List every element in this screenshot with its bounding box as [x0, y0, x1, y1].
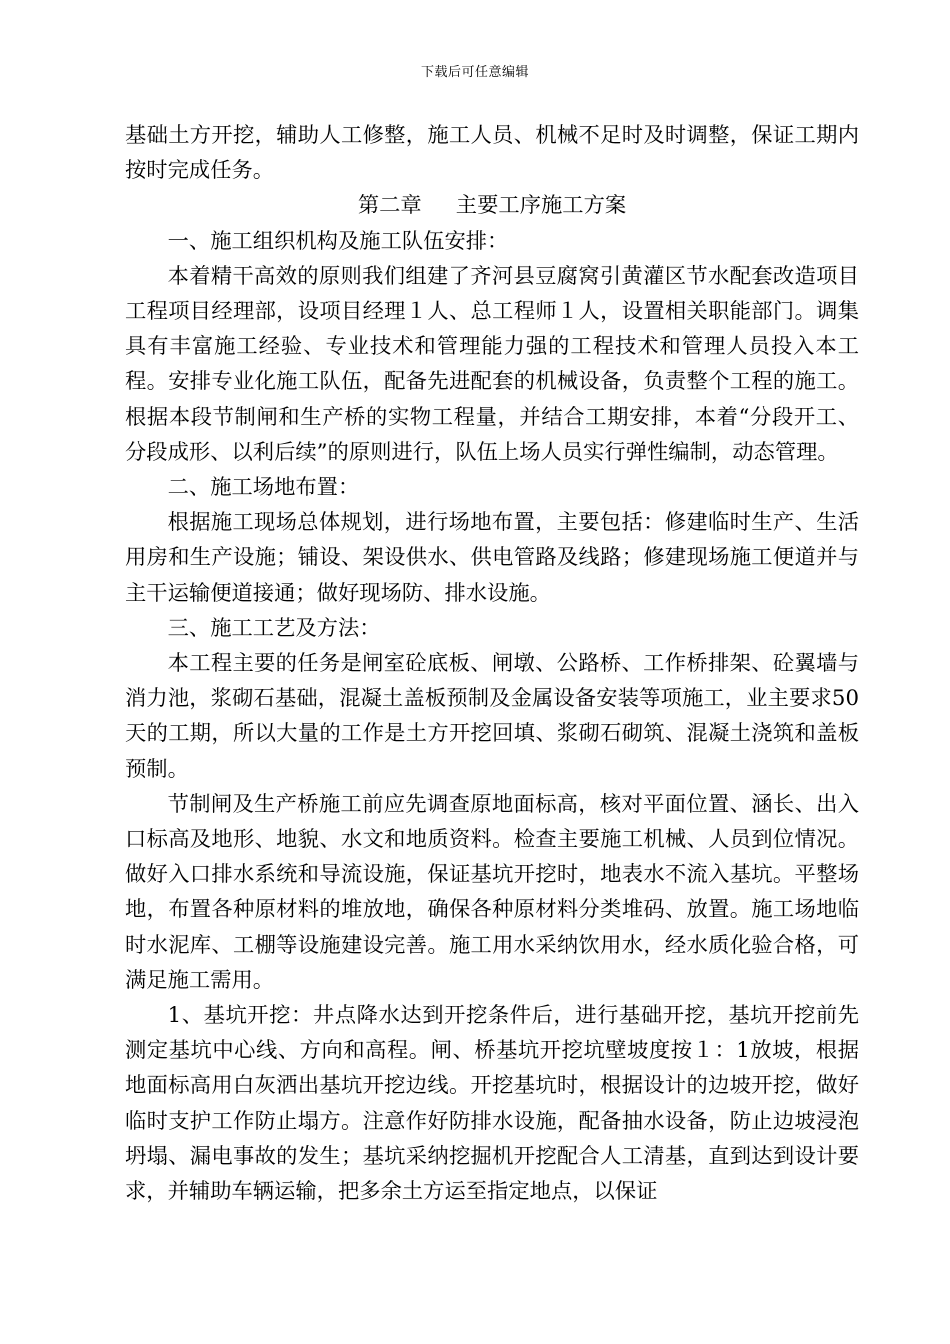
chapter-title [125, 188, 859, 223]
section-3-body-1: 本工程主要的任务是闸室砼底板、闸墩、公路桥、工作桥排架、砼翼墙与消力池，浆砌石基础，混凝土盖板预制及金属设备安装等项施工，业主要求50天的工期，所以大量的工作是土方开挖回填、浆砌石砌筑、混凝土浇筑和盖板预制。 [125, 651, 859, 782]
document-body [125, 118, 859, 1209]
section-heading-2: 二、施工场地布置： [167, 475, 360, 501]
page-header: 下载后可任意编辑 [420, 65, 529, 80]
paragraph-continuation: 基础土方开挖，辅助人工修整，施工人员、机械不足时及时调整，保证工期内按时完成任务。 [125, 123, 859, 184]
chapter-number: 第二章 [357, 193, 422, 219]
section-2-body: 根据施工现场总体规划，进行场地布置，主要包括：修建临时生产、生活用房和生产设施；铺设、架设供水、供电管路及线路；修建现场施工便道并与主干运输便道接通；做好现场防、排水设施。 [125, 510, 859, 606]
section-heading-1: 一、施工组织机构及施工队伍安排： [167, 228, 509, 254]
chapter-name: 主要工序施工方案 [455, 193, 627, 219]
section-3-item-1: 1、基坑开挖：井点降水达到开挖条件后，进行基础开挖，基坑开挖前先测定基坑中心线、方向和高程。闸、桥基坑开挖坑壁坡度按１：1放坡，根据地面标高用白灰洒出基坑开挖边线。开挖基坑时，根据设计的边坡开挖，做好临时支护工作防止塌方。注意作好防排水设施，配备抽水设备，防止边坡浸泡坍塌、漏电事故的发生；基坑采纳挖掘机开挖配合人工清基，直到达到设计要求，并辅助车辆运输，把多余土方运至指定地点，以保证 [125, 1003, 859, 1205]
section-3-body-2: 节制闸及生产桥施工前应先调查原地面标高，核对平面位置、涵长、出入口标高及地形、地貌、水文和地质资料。检查主要施工机械、人员到位情况。做好入口排水系统和导流设施，保证基坑开挖时，地表水不流入基坑。平整场地，布置各种原材料的堆放地，确保各种原材料分类堆码、放置。施工场地临时水泥库、工棚等设施建设完善。施工用水采纳饮用水，经水质化验合格，可满足施工需用。 [125, 791, 859, 993]
section-heading-3: 三、施工工艺及方法： [167, 615, 381, 641]
section-1-body: 本着精干高效的原则我们组建了齐河县豆腐窝引黄灌区节水配套改造项目工程项目经理部，设项目经理１人、总工程师１人，设置相关职能部门。调集具有丰富施工经验、专业技术和管理能力强的工程技术和管理人员投入本工程。安排专业化施工队伍，配备先进配套的机械设备，负责整个工程的施工。根据本段节制闸和生产桥的实物工程量，并结合工期安排，本着“分段开工、分段成形、以利后续”的原则进行，队伍上场人员实行弹性编制，动态管理。 [125, 263, 859, 465]
